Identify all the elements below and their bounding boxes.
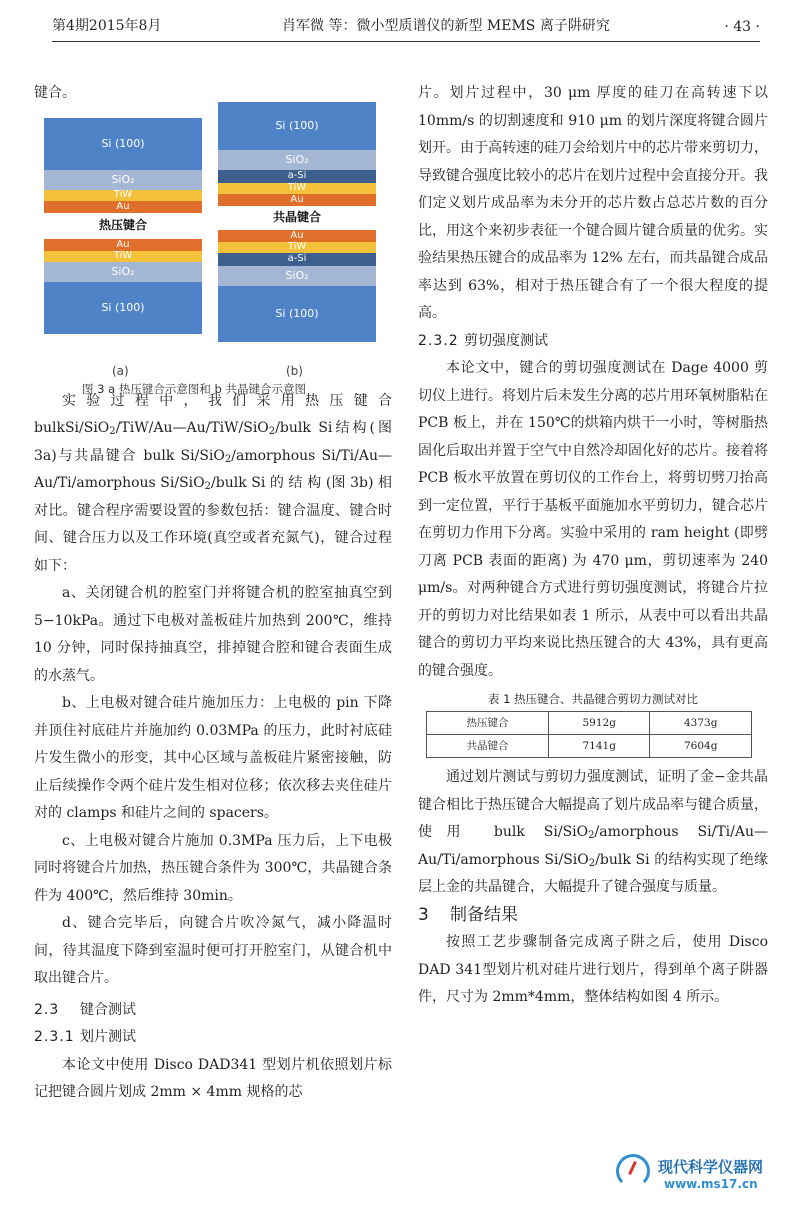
subfigure-label-a: (a): [112, 363, 129, 378]
bond-label-thermocompression: 热压键合: [44, 213, 202, 239]
left-column: [34, 80, 392, 1107]
gauge-icon: [616, 1154, 650, 1188]
figure-3a-stack: [44, 118, 202, 334]
table-1: [426, 711, 752, 758]
table-row: [427, 735, 752, 758]
figure-3: [34, 116, 392, 396]
table-row: [427, 712, 752, 735]
table-cell: 热压键合: [427, 712, 549, 735]
layer-tiw: TiW: [218, 242, 376, 253]
paragraph: a、关闭键合机的腔室门并将键合机的腔室抽真空到 5−10kPa。通过下电极对盖板硅片加热到 200℃，维持 10 分钟，同时保持抽真空，排掉键合腔和键合表面生成的水蒸气。: [34, 585, 392, 684]
paragraph: 本论文中，键合的剪切强度测试在 Dage 4000 剪切仪上进行。将划片后未发生分离的芯片用环氧树脂粘在 PCB 板上，并在 150℃的烘箱内烘干一小时，等树脂热固化后取出并置于空气中自然冷却固化好的芯片。接着将 PCB 板水平放置在剪切仪的工作台上，将剪切劈刀抬高到一定位置，平行于基板平面施加水平剪切力，键合芯片在剪切力作用下分离。实验中采用的 ram height (即劈刀离 PCB 表面的距离) 为 470 μm，剪切速率为 240 μm/s。对两种键合方式进行剪切强度测试，将键合片拉开的剪切力对比结果如表 1 所示，从表中可以看出共晶键合的剪切力平均来说比热压键合的大 43%，具有更高的键合强度。: [418, 360, 768, 679]
paragraph: 本论文中使用 Disco DAD341 型划片机依照划片标记把键合圆片划成 2mm × 4mm 规格的芯: [34, 1056, 392, 1100]
paragraph: c、上电极对键合片施加 0.3MPa 压力后，上下电极同时将键合片加热，热压键合条件为 300℃，共晶键合条件为 400℃，然后维持 30min。: [34, 832, 392, 904]
page-number: · 43 ·: [724, 19, 760, 35]
layer-tiw: TiW: [44, 190, 202, 201]
layer-au: Au: [44, 239, 202, 251]
layer-a-si: a-Si: [218, 253, 376, 266]
figure-caption: 图 3 a 热压键合示意图和 b 共晶键合示意图: [82, 381, 306, 396]
layer-sio2: SiO₂: [218, 266, 376, 286]
section-heading-2-3-2: 2.3.2 剪切强度测试: [418, 332, 548, 349]
layer-au: Au: [44, 201, 202, 213]
paragraph: 按照工艺步骤制备完成离子阱之后，使用 Disco DAD 341型划片机对硅片进行划片，得到单个离子阱器件，尺寸为 2mm*4mm，整体结构如图 4 所示。: [418, 934, 768, 1005]
watermark-url: www.ms17.cn: [664, 1177, 758, 1191]
subfigure-label-b: (b): [286, 363, 303, 378]
section-heading-2-3-1: 2.3.1 划片测试: [34, 1029, 136, 1045]
section-heading-3: 3 制备结果: [418, 904, 518, 925]
running-title: 肖军微 等：微小型质谱仪的新型 MEMS 离子阱研究: [282, 18, 610, 34]
layer-au: Au: [218, 230, 376, 242]
table-cell: 共晶键合: [427, 735, 549, 758]
layer-si: Si (100): [218, 102, 376, 150]
figure-3b-stack: [218, 102, 376, 342]
layer-si: Si (100): [44, 118, 202, 170]
running-header: [52, 14, 760, 42]
paragraph: b、上电极对键合硅片施加压力：上电极的 pin 下降并顶住衬底硅片并施加约 0.03MPa 的压力，此时衬底硅片发生微小的形变，其中心区域与盖板硅片紧密接触，防止后续操作令两个硅片发生相对位移；依次移去夹住硅片对的 clamps 和硅片之间的 spacers。: [34, 695, 392, 821]
paragraph: 片。划片过程中，30 μm 厚度的硅刀在高转速下以 10mm/s 的切割速度和 910 μm 的划片深度将键合圆片划开。由于高转速的硅刀会给划片中的芯片带来剪切力，导致键合强度比较小的芯片在划片过程中会直接分开。我们定义划片成品率为未分开的芯片数占总芯片数的百分比，用这个来初步表征一个键合圆片键合质量的优劣。实验结果热压键合的成品率为 12% 左右，而共晶键合成品率达到 63%，相对于热压键合有了一个很大程度的提高。: [418, 85, 768, 321]
section-heading-2-3: 2.3 键合测试: [34, 1001, 136, 1018]
journal-issue: 第4期2015年8月: [52, 18, 162, 34]
paragraph: 实验过程中，我们采用热压键合 bulkSi/SiO$_2$/TiW/Au—Au/TiW/SiO$_2$/bulk Si结构(图 3a)与共晶键合 bulk Si/SiO$_2$/amorphous Si/Ti/Au—Au/Ti/amorphous Si/SiO$_2$/bulk Si 的 结 构 (图 3b) 相对比。键合程序需要设置的参数包括：键合温度、键合时间、键合压力以及工作环境(真空或者充氮气)，键合过程如下：: [34, 392, 392, 574]
right-column: [418, 80, 768, 1012]
table-caption: 表 1 热压键合、共晶键合剪切力测试对比: [487, 692, 699, 706]
layer-tiw: TiW: [44, 251, 202, 262]
layer-tiw: TiW: [218, 183, 376, 194]
layer-a-si: a-Si: [218, 170, 376, 183]
layer-sio2: SiO₂: [44, 262, 202, 282]
paragraph: 键合。: [34, 85, 76, 101]
site-watermark: [610, 1152, 790, 1198]
paragraph: d、键合完毕后，向键合片吹冷氮气，减小降温时间，待其温度下降到室温时便可打开腔室门，从键合机中取出键合片。: [34, 915, 392, 986]
layer-si: Si (100): [218, 286, 376, 342]
table-cell: 7604g: [650, 735, 752, 758]
table-cell: 7141g: [548, 735, 650, 758]
layer-si: Si (100): [44, 282, 202, 334]
paragraph: 通过划片测试与剪切力强度测试，证明了金−金共晶键合相比于热压键合大幅提高了划片成品率与键合质量，使用 bulk Si/SiO$_2$/amorphous Si/Ti/Au—Au/Ti/amorphous Si/SiO$_2$/bulk Si 的结构实现了绝缘层上金的共晶键合，大幅提升了键合强度与质量。: [418, 769, 769, 895]
layer-sio2: SiO₂: [218, 150, 376, 170]
table-cell: 5912g: [548, 712, 650, 735]
bond-label-eutectic: 共晶键合: [218, 206, 376, 230]
watermark-name: 现代科学仪器网: [658, 1158, 764, 1176]
table-cell: 4373g: [650, 712, 752, 735]
layer-au: Au: [218, 194, 376, 206]
layer-sio2: SiO₂: [44, 170, 202, 190]
